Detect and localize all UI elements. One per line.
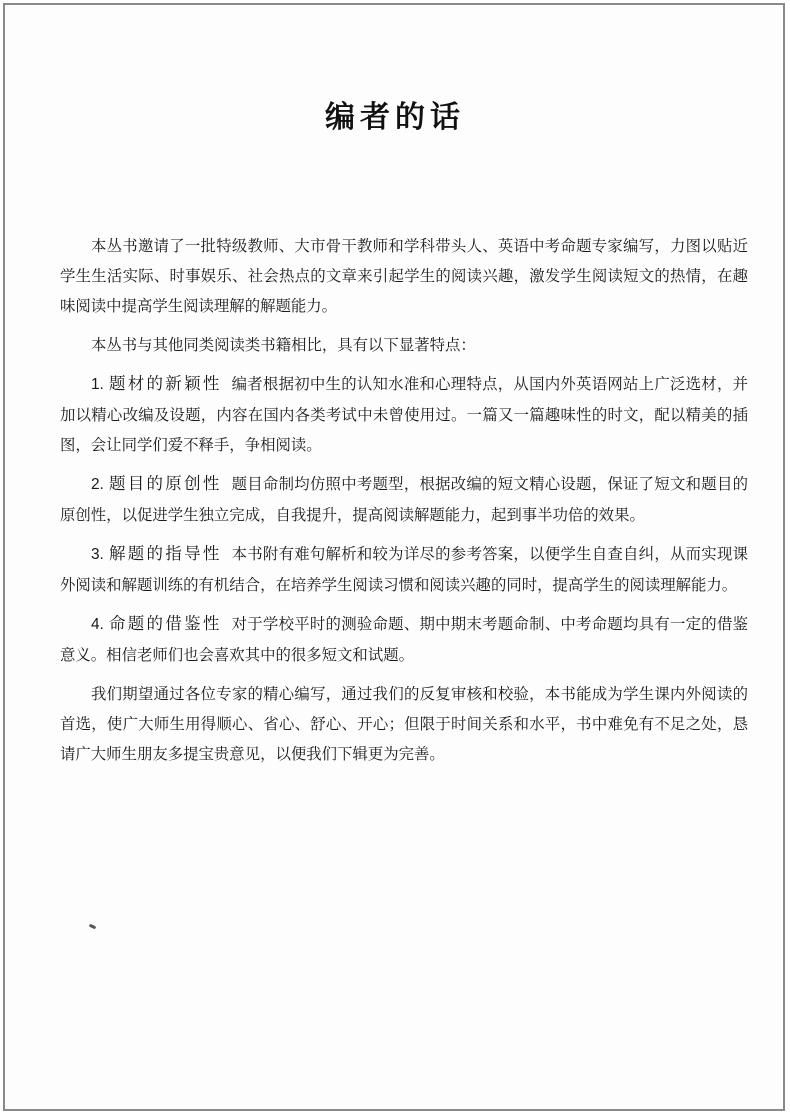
- feature-title: 命题的借鉴性: [109, 614, 222, 633]
- feature-number: 1.: [91, 376, 104, 393]
- features-lead-paragraph: 本丛书与其他同类阅读类书籍相比，具有以下显著特点：: [91, 336, 476, 354]
- feature-item-originality: [60, 469, 748, 530]
- feature-text: 题目命制均仿照中考题型，根据改编的短文精心设题，保证了短文和题目的原创性，以促进学生独立完成，自我提升，提高阅读解题能力，起到事半功倍的效果。: [60, 475, 748, 524]
- feature-number: 4.: [91, 616, 104, 633]
- feature-text: 对于学校平时的测验命题、期中期末考题命制、中考命题均具有一定的借鉴意义。相信老师们也会喜欢其中的很多短文和试题。: [60, 615, 748, 664]
- feature-item-reference: [60, 609, 748, 670]
- page-title: 编者的话: [325, 100, 465, 135]
- feature-text: 编者根据初中生的认知水准和心理特点，从国内外英语网站上广泛选材，并加以精心改编及设题，内容在国内各类考试中未曾使用过。一篇又一篇趣味性的时文，配以精美的插图，会让同学们爱不释手，争相阅读。: [60, 375, 748, 454]
- feature-title: 题材的新颖性: [109, 374, 222, 393]
- feature-item-novelty: [60, 369, 748, 460]
- feature-number: 2.: [91, 476, 104, 493]
- feature-text: 本书附有难句解析和较为详尽的参考答案，以便学生自查自纠，从而实现课外阅读和解题训练的有机结合，在培养学生阅读习惯和阅读兴趣的同时，提高学生的阅读理解能力。: [60, 545, 748, 594]
- intro-paragraph: 本丛书邀请了一批特级教师、大市骨干教师和学科带头人、英语中考命题专家编写，力图以贴近学生生活实际、时事娱乐、社会热点的文章来引起学生的阅读兴趣，激发学生阅读短文的热情，在趣味阅读中提高学生阅读理解的解题能力。: [60, 237, 748, 315]
- feature-title: 解题的指导性: [109, 544, 222, 563]
- feature-item-guidance: [60, 539, 748, 600]
- document-body: [60, 231, 748, 769]
- closing-paragraph: 我们期望通过各位专家的精心编写，通过我们的反复审核和校验，本书能成为学生课内外阅读的首选，使广大师生用得顺心、省心、舒心、开心；但限于时间关系和水平，书中难免有不足之处，恳请广大师生朋友多提宝贵意见，以便我们下辑更为完善。: [60, 685, 748, 763]
- feature-title: 题目的原创性: [109, 474, 222, 493]
- feature-number: 3.: [91, 546, 104, 563]
